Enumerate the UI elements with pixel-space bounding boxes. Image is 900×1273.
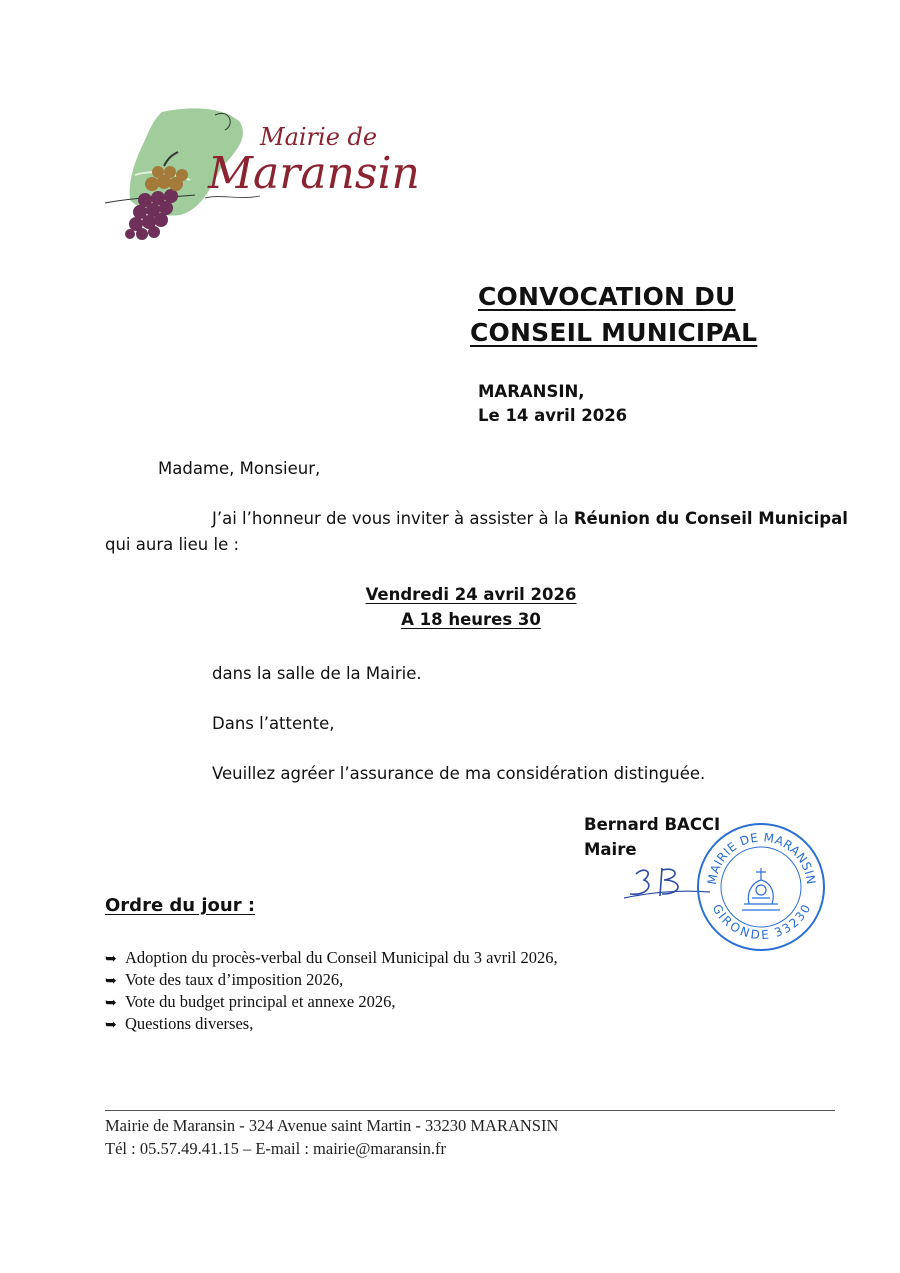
waiting-text: Dans l’attente, bbox=[212, 714, 335, 733]
closing-text: Veuillez agréer l’assurance de ma considération distinguée. bbox=[212, 764, 706, 783]
logo-text-line1: Mairie de bbox=[260, 123, 378, 151]
svg-text:GIRONDE 33230 bbox=[710, 902, 814, 942]
agenda-item-text: Adoption du procès-verbal du Conseil Municipal du 3 avril 2026, bbox=[125, 948, 558, 967]
footer-contact: Tél : 05.57.49.41.15 – E-mail : mairie@maransin.fr bbox=[105, 1139, 446, 1158]
signatory-name: Bernard BACCI bbox=[584, 815, 721, 834]
mairie-logo bbox=[100, 100, 440, 245]
letter-date: Le 14 avril 2026 bbox=[478, 406, 628, 425]
title-line1: CONVOCATION DU bbox=[478, 282, 736, 311]
intro-line2: qui aura lieu le : bbox=[105, 535, 240, 554]
salutation: Madame, Monsieur, bbox=[158, 459, 321, 478]
agenda-item bbox=[105, 1014, 253, 1034]
footer-divider bbox=[105, 1110, 835, 1111]
footer-address: Mairie de Maransin - 324 Avenue saint Martin - 33230 MARANSIN bbox=[105, 1116, 559, 1135]
place: MARANSIN, bbox=[478, 382, 585, 401]
agenda-item bbox=[105, 992, 396, 1012]
signatory-role: Maire bbox=[584, 840, 637, 859]
agenda-item-text: Vote du budget principal et annexe 2026, bbox=[125, 992, 396, 1011]
intro-text: J’ai l’honneur de vous inviter à assister à la bbox=[212, 509, 574, 528]
meeting-time: A 18 heures 30 bbox=[401, 610, 541, 629]
logo-text-line2: Maransin bbox=[208, 148, 420, 199]
arrow-right-icon: ➥ bbox=[105, 951, 117, 967]
meeting-location: dans la salle de la Mairie. bbox=[212, 664, 422, 683]
title-line2: CONSEIL MUNICIPAL bbox=[470, 318, 758, 347]
intro-bold: Réunion du Conseil Municipal bbox=[573, 509, 848, 528]
meeting-day: Vendredi 24 avril 2026 bbox=[365, 585, 577, 604]
agenda-item bbox=[105, 948, 558, 968]
intro-line1 bbox=[212, 509, 848, 528]
stamp-emblem bbox=[742, 868, 780, 910]
official-stamp bbox=[694, 820, 829, 955]
stamp-bottom-text: GIRONDE 33230 bbox=[709, 901, 814, 943]
stamp-top-text: MAIRIE DE MARANSIN bbox=[704, 830, 819, 886]
agenda-heading: Ordre du jour : bbox=[105, 895, 256, 916]
agenda-item-text: Questions diverses, bbox=[125, 1014, 254, 1033]
arrow-right-icon: ➥ bbox=[105, 973, 117, 989]
logo-graphic bbox=[100, 100, 440, 245]
arrow-right-icon: ➥ bbox=[105, 995, 117, 1011]
agenda-item bbox=[105, 970, 343, 990]
arrow-right-icon: ➥ bbox=[105, 1017, 117, 1033]
agenda-item-text: Vote des taux d’imposition 2026, bbox=[125, 970, 344, 989]
